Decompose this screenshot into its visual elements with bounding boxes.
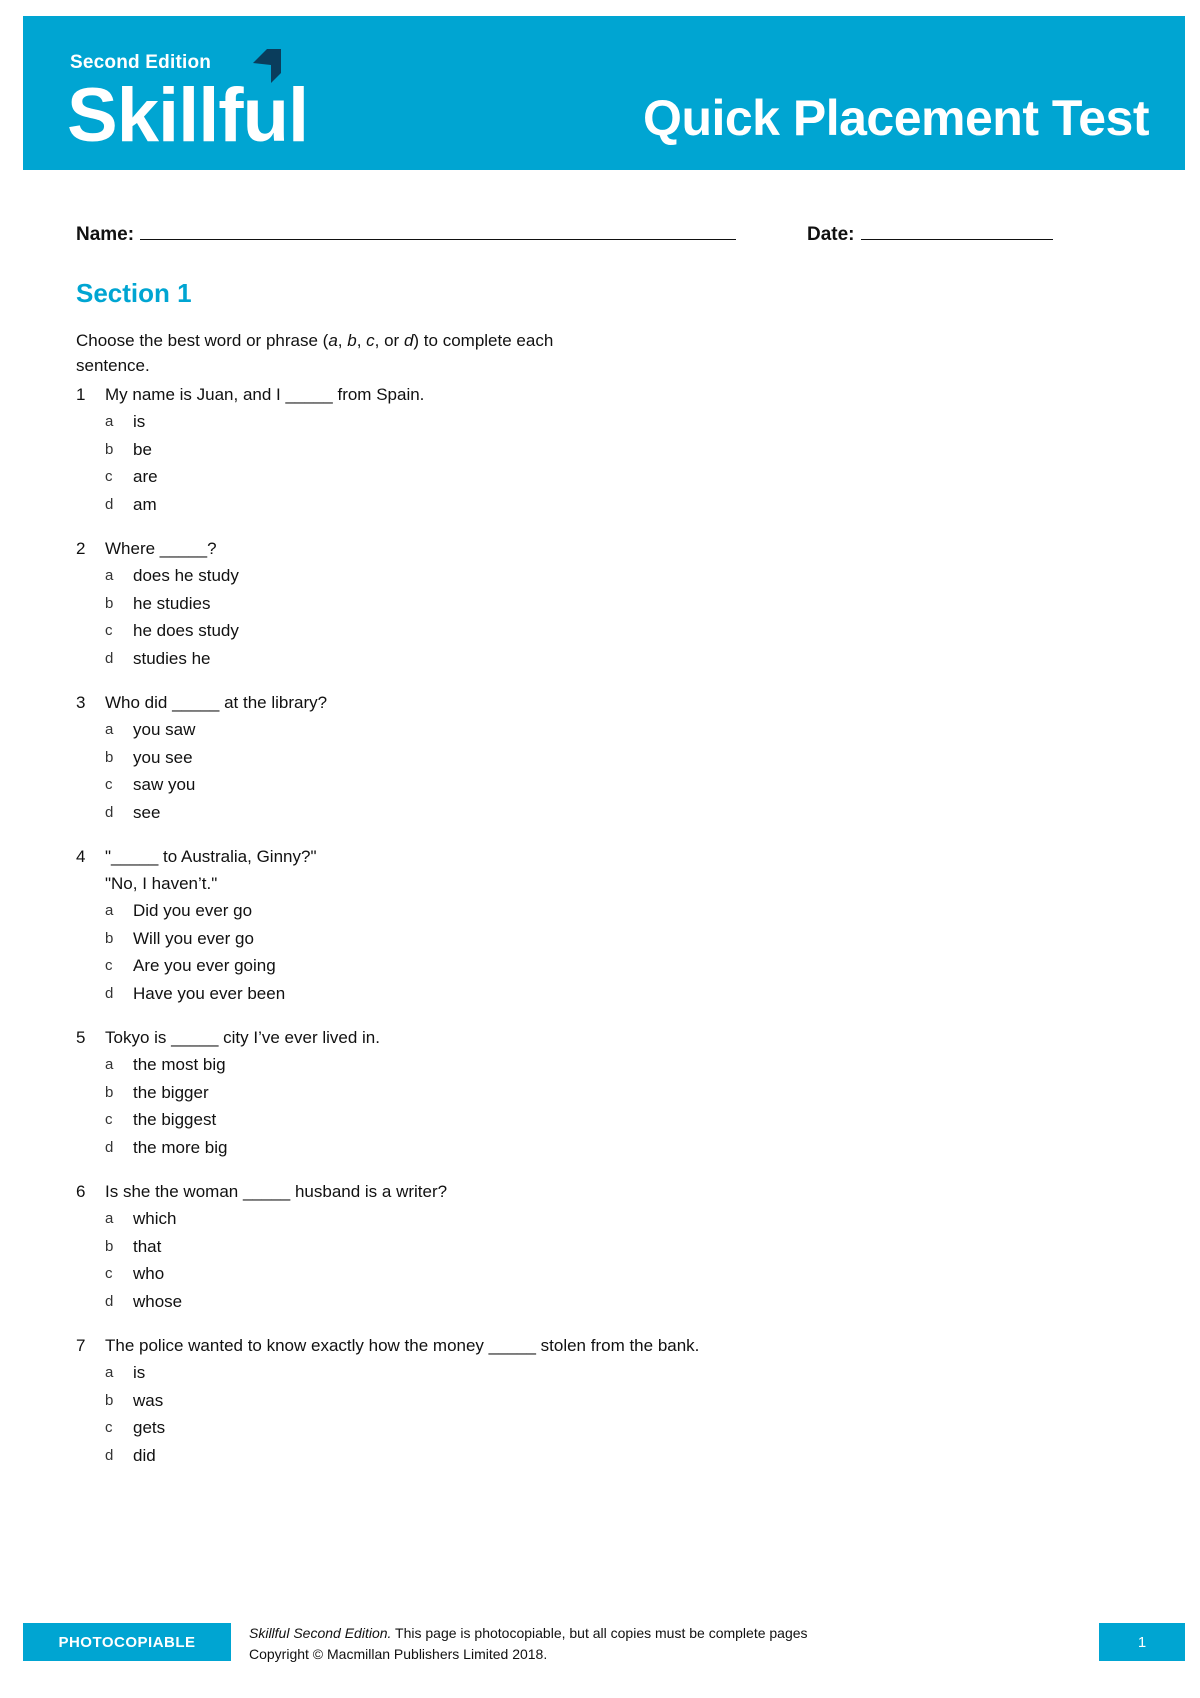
question-3 [76,689,876,826]
option-d[interactable]: d see [105,802,161,822]
instructions: Choose the best word or phrase (a, b, c, or d) to complete each sentence. [76,331,554,375]
question-2 [76,535,876,672]
option-d[interactable]: d am [105,494,157,514]
question-number: 2 [76,539,86,558]
name-line[interactable] [140,221,736,240]
option-b[interactable]: b you see [105,747,193,767]
question-text: Who did _____ at the library? [105,693,328,712]
question-list [76,381,876,1486]
option-b[interactable]: b be [105,439,152,459]
question-number: 5 [76,1028,86,1047]
option-a[interactable]: a is [105,412,146,431]
option-a[interactable]: a does he study [105,566,239,585]
question-text: Where _____? [105,539,217,558]
question-text: My name is Juan, and I _____ from Spain. [105,385,425,404]
question-text: "_____ to Australia, Ginny?" [105,847,317,866]
question-6 [76,1178,876,1315]
option-b[interactable]: b Will you ever go [105,928,254,948]
question-7 [76,1332,876,1469]
option-b[interactable]: b he studies [105,593,211,613]
option-c[interactable]: c who [105,1264,165,1283]
question-5 [76,1024,876,1161]
name-label: Name: [76,224,135,245]
option-a[interactable]: a the most big [105,1055,226,1074]
option-c[interactable]: c he does study [105,621,239,640]
name-field [76,221,736,246]
question-number: 7 [76,1336,86,1355]
header-title: Quick Placement Test [643,90,1149,146]
question-number: 1 [76,385,86,404]
option-d[interactable]: d studies he [105,648,211,668]
option-c[interactable]: c gets [105,1418,166,1437]
option-c[interactable]: c are [105,467,158,486]
option-a[interactable]: a Did you ever go [105,901,253,920]
footer-notice-text: This page is photocopiable, but all copies must be complete pages [391,1625,808,1641]
question-number: 4 [76,847,86,866]
question-response: "No, I haven’t." [105,874,218,893]
option-c[interactable]: c the biggest [105,1110,217,1129]
option-a[interactable]: a you saw [105,720,196,739]
option-b[interactable]: b was [105,1390,164,1410]
question-text: Is she the woman _____ husband is a writer? [105,1182,448,1201]
question-1 [76,381,876,518]
photocopiable-tag: PHOTOCOPIABLE [23,1623,231,1661]
option-d[interactable]: d Have you ever been [105,983,286,1003]
option-c[interactable]: c saw you [105,775,196,794]
logo-brand: Skillful [67,73,309,158]
option-b[interactable]: b the bigger [105,1082,209,1102]
question-text: The police wanted to know exactly how the money _____ stolen from the bank. [105,1336,700,1355]
question-text: Tokyo is _____ city I’ve ever lived in. [105,1028,380,1047]
logo-mark-icon [249,49,281,91]
footer-notice [249,1623,808,1665]
header-banner [23,16,1185,170]
option-a[interactable]: a is [105,1363,146,1382]
question-number: 6 [76,1182,86,1201]
logo-edition: Second Edition [70,52,212,73]
question-number: 3 [76,693,86,712]
question-4 [76,843,876,1007]
option-a[interactable]: a which [105,1209,177,1228]
section-title: Section 1 [76,278,192,308]
date-line[interactable] [861,221,1053,240]
footer-copyright: Copyright © Macmillan Publishers Limited 2018. [249,1646,548,1662]
option-d[interactable]: d whose [105,1291,183,1311]
option-c[interactable]: c Are you ever going [105,956,276,975]
option-d[interactable]: d did [105,1445,156,1465]
page-number: 1 [1099,1623,1185,1661]
date-field [807,221,1053,246]
option-b[interactable]: b that [105,1236,162,1256]
date-label: Date: [807,224,855,245]
option-d[interactable]: d the more big [105,1137,228,1157]
footer-book-title: Skillful Second Edition. [249,1625,392,1641]
